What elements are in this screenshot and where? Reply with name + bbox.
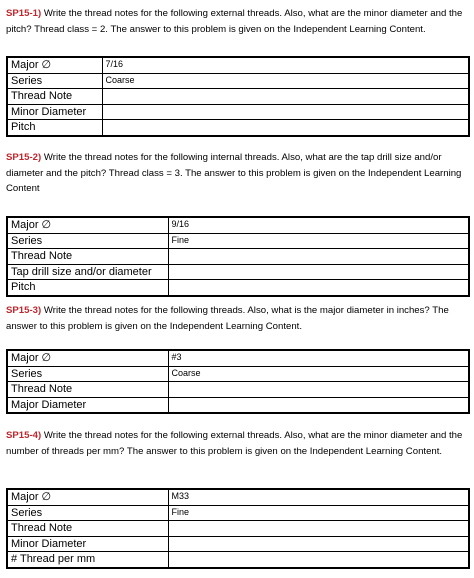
problem-text: Write the thread notes for the following external threads. Also, what are the minor diameter and the number of threads per mm? The answer to this problem is given on the Independent Learning Content. — [6, 430, 463, 457]
problem-prompt — [6, 6, 466, 37]
answer-table-3 — [6, 349, 470, 414]
answer-cell[interactable] — [102, 120, 469, 136]
row-label: Pitch — [7, 280, 168, 296]
table-row — [7, 552, 469, 568]
row-label: Series — [7, 73, 102, 89]
answer-cell[interactable]: Fine — [168, 233, 469, 249]
table-row — [7, 120, 469, 136]
answer-cell[interactable] — [168, 280, 469, 296]
problem-sp15-2 — [6, 150, 466, 197]
row-label: Major ∅ — [7, 350, 168, 366]
problem-sp15-1 — [6, 6, 466, 37]
answer-cell[interactable]: 7/16 — [102, 57, 469, 73]
answer-cell[interactable] — [102, 89, 469, 105]
answer-cell[interactable] — [168, 536, 469, 552]
table-row — [7, 505, 469, 521]
answer-cell[interactable] — [168, 264, 469, 280]
row-label: Series — [7, 233, 168, 249]
answer-cell[interactable] — [168, 382, 469, 398]
table-row — [7, 280, 469, 296]
answer-cell[interactable] — [168, 552, 469, 568]
table-row — [7, 264, 469, 280]
table-row — [7, 366, 469, 382]
row-label: Major ∅ — [7, 489, 168, 505]
table-row — [7, 89, 469, 105]
table-row — [7, 521, 469, 537]
problem-id: SP15-3) — [6, 305, 42, 316]
problem-id: SP15-4) — [6, 430, 42, 441]
row-label: Major ∅ — [7, 217, 168, 233]
table-row — [7, 57, 469, 73]
row-label: Major Diameter — [7, 397, 168, 413]
answer-cell[interactable]: Fine — [168, 505, 469, 521]
problem-sp15-4 — [6, 428, 466, 459]
table-row — [7, 217, 469, 233]
table-row — [7, 536, 469, 552]
answer-cell[interactable]: 9/16 — [168, 217, 469, 233]
table-row — [7, 73, 469, 89]
row-label: Thread Note — [7, 382, 168, 398]
table-row — [7, 233, 469, 249]
row-label: Minor Diameter — [7, 536, 168, 552]
table-row — [7, 249, 469, 265]
row-label: Pitch — [7, 120, 102, 136]
table-row — [7, 489, 469, 505]
problem-text: Write the thread notes for the following threads. Also, what is the major diameter in inches? The answer to this problem is given on the Independent Learning Content. — [6, 305, 449, 332]
answer-table-2 — [6, 216, 470, 297]
row-label: Series — [7, 366, 168, 382]
answer-cell[interactable] — [102, 104, 469, 120]
problem-prompt — [6, 150, 466, 197]
table-row — [7, 350, 469, 366]
answer-cell[interactable] — [168, 397, 469, 413]
problem-id: SP15-1) — [6, 8, 42, 19]
row-label: Thread Note — [7, 89, 102, 105]
problem-text: Write the thread notes for the following external threads. Also, what are the minor diameter and the pitch? Thread class = 2. The answer to this problem is given on the Independent Learning Content. — [6, 8, 463, 35]
problem-sp15-3 — [6, 303, 466, 334]
table-row — [7, 104, 469, 120]
answer-cell[interactable]: #3 — [168, 350, 469, 366]
row-label: Major ∅ — [7, 57, 102, 73]
row-label: Series — [7, 505, 168, 521]
row-label: Thread Note — [7, 249, 168, 265]
answer-table-4 — [6, 488, 470, 569]
answer-cell[interactable]: Coarse — [168, 366, 469, 382]
table-row — [7, 397, 469, 413]
problem-text: Write the thread notes for the following internal threads. Also, what are the tap drill size and/or diameter and the pitch? Thread class = 3. The answer to this problem is given on the Independent Learning Content — [6, 152, 462, 195]
problem-prompt — [6, 428, 466, 459]
problem-prompt — [6, 303, 466, 334]
row-label: Thread Note — [7, 521, 168, 537]
table-row — [7, 382, 469, 398]
answer-cell[interactable]: M33 — [168, 489, 469, 505]
row-label: # Thread per mm — [7, 552, 168, 568]
problem-id: SP15-2) — [6, 152, 42, 163]
row-label: Minor Diameter — [7, 104, 102, 120]
answer-cell[interactable] — [168, 249, 469, 265]
answer-table-1 — [6, 56, 470, 137]
row-label: Tap drill size and/or diameter — [7, 264, 168, 280]
answer-cell[interactable]: Coarse — [102, 73, 469, 89]
answer-cell[interactable] — [168, 521, 469, 537]
